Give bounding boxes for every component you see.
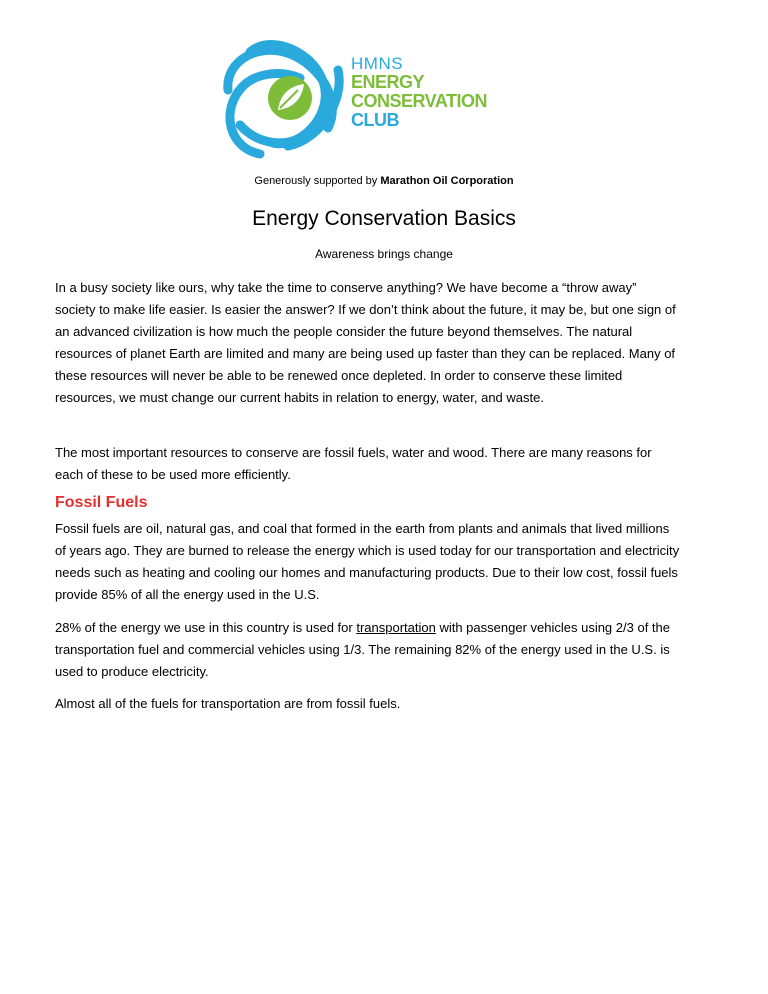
section-heading-fossil-fuels: Fossil Fuels — [55, 494, 148, 511]
transportation-link[interactable]: transportation — [356, 620, 436, 635]
intro-paragraph: In a busy society like ours, why take the time to conserve anything? We have become a “throw away” society to make life easier. Is easier the answer? If we don’t think about the future, it may be, but one sign of an advanced civilization is how much the people consider the future beyond themselves. The natural resources of planet Earth are limited and many are being used up faster than they can be replaced. Many of these resources will never be able to be renewed once depleted. In order to conserve these limited resources, we must change our current habits in relation to energy, water, and waste. — [55, 280, 676, 405]
support-line — [0, 175, 768, 187]
logo-club: CLUB — [351, 110, 399, 130]
logo-conservation: CONSERVATION — [351, 91, 488, 111]
transportation-paragraph — [55, 617, 680, 683]
support-prefix: Generously supported by — [254, 175, 381, 187]
fossil-fuels-paragraph: Fossil fuels are oil, natural gas, and coal that formed in the earth from plants and animals that lived millions of years ago. They are burned to release the energy which is used today for our transportation and electricity needs such as heating and cooling our homes and manufacturing products. Due to their low cost, fossil fuels provide 85% of all the energy used in the U.S. — [55, 521, 680, 602]
closing-paragraph: Almost all of the fuels for transportation are from fossil fuels. — [55, 696, 401, 711]
logo-org: HMNS — [351, 54, 404, 73]
resources-paragraph: The most important resources to conserve are fossil fuels, water and wood. There are many reasons for each of these to be used more efficiently. — [55, 445, 652, 482]
atom-leaf-icon — [220, 30, 350, 160]
logo-energy: ENERGY — [351, 72, 425, 92]
transportation-text-after: with passenger vehicles using 2/3 of the transportation fuel and commercial vehicles using 1/3. The remaining 82% of the energy used in the U.S. is used to produce electricity. — [55, 620, 670, 679]
logo-wordmark — [351, 54, 487, 130]
sponsor-name: Marathon Oil Corporation — [380, 175, 514, 187]
page-title: Energy Conservation Basics — [252, 207, 516, 230]
transportation-text-before: 28% of the energy we use in this country is used for — [55, 620, 357, 635]
hmns-logo — [220, 30, 490, 160]
page-subtitle: Awareness brings change — [315, 247, 453, 261]
